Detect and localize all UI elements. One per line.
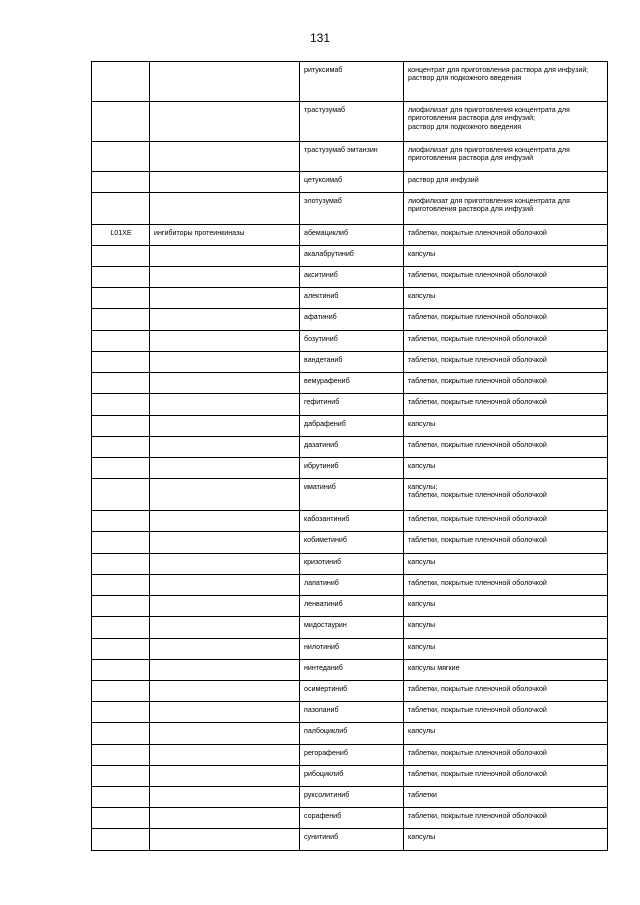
group-cell xyxy=(150,554,300,575)
code-cell xyxy=(92,723,150,745)
group-cell xyxy=(150,596,300,617)
group-cell xyxy=(150,267,300,288)
table-row xyxy=(92,373,608,394)
code-cell xyxy=(92,172,150,193)
drug-name-cell: ритуксимаб xyxy=(300,62,404,102)
drug-name-cell: рибоциклиб xyxy=(300,766,404,787)
dosage-form-cell: капсулы xyxy=(404,617,608,639)
dosage-form-cell: капсулы xyxy=(404,829,608,851)
code-cell xyxy=(92,532,150,554)
group-cell xyxy=(150,639,300,660)
table-row xyxy=(92,352,608,373)
dosage-form-cell: таблетки, покрытые пленочной оболочкой xyxy=(404,394,608,416)
dosage-form-cell: капсулы xyxy=(404,639,608,660)
dosage-form-cell: таблетки xyxy=(404,787,608,808)
table-row xyxy=(92,394,608,416)
table-row xyxy=(92,511,608,532)
table-row xyxy=(92,596,608,617)
code-cell xyxy=(92,102,150,142)
group-cell xyxy=(150,660,300,681)
dosage-form-cell: лиофилизат для приготовления концентрата для приготовления раствора для инфузий xyxy=(404,142,608,172)
code-cell xyxy=(92,702,150,723)
group-cell xyxy=(150,575,300,596)
table-row xyxy=(92,62,608,102)
table-row xyxy=(92,639,608,660)
group-cell xyxy=(150,309,300,331)
dosage-form-cell: капсулы xyxy=(404,288,608,309)
group-cell xyxy=(150,723,300,745)
dosage-form-cell: капсулы xyxy=(404,554,608,575)
drug-name-cell: пазопаниб xyxy=(300,702,404,723)
drug-name-cell: вандетаниб xyxy=(300,352,404,373)
dosage-form-cell: таблетки, покрытые пленочной оболочкой xyxy=(404,373,608,394)
drug-name-cell: сунитиниб xyxy=(300,829,404,851)
drug-name-cell: дабрафениб xyxy=(300,416,404,437)
group-cell xyxy=(150,808,300,829)
table-row xyxy=(92,575,608,596)
dosage-form-cell: таблетки, покрытые пленочной оболочкой xyxy=(404,532,608,554)
group-cell xyxy=(150,787,300,808)
dosage-form-cell: капсулы xyxy=(404,246,608,267)
table-row xyxy=(92,288,608,309)
dosage-form-cell: лиофилизат для приготовления концентрата для приготовления раствора для инфузий xyxy=(404,193,608,225)
table-row xyxy=(92,829,608,851)
code-cell xyxy=(92,288,150,309)
code-cell xyxy=(92,575,150,596)
code-cell xyxy=(92,309,150,331)
drug-name-cell: иматиниб xyxy=(300,479,404,511)
drug-name-cell: сорафениб xyxy=(300,808,404,829)
group-cell xyxy=(150,437,300,458)
dosage-form-cell: таблетки, покрытые пленочной оболочкой xyxy=(404,352,608,373)
code-cell xyxy=(92,766,150,787)
code-cell xyxy=(92,511,150,532)
dosage-form-cell: капсулы; таблетки, покрытые пленочной оболочкой xyxy=(404,479,608,511)
drug-name-cell: дазатиниб xyxy=(300,437,404,458)
table-row xyxy=(92,142,608,172)
drug-name-cell: кобиметиниб xyxy=(300,532,404,554)
code-cell xyxy=(92,681,150,702)
group-cell xyxy=(150,416,300,437)
code-cell xyxy=(92,745,150,766)
drug-name-cell: регорафениб xyxy=(300,745,404,766)
dosage-form-cell: таблетки, покрытые пленочной оболочкой xyxy=(404,681,608,702)
group-cell xyxy=(150,458,300,479)
code-cell xyxy=(92,193,150,225)
code-cell xyxy=(92,808,150,829)
table-row xyxy=(92,437,608,458)
code-cell xyxy=(92,437,150,458)
table-row xyxy=(92,745,608,766)
group-cell xyxy=(150,479,300,511)
dosage-form-cell: капсулы мягкие xyxy=(404,660,608,681)
code-cell xyxy=(92,352,150,373)
group-cell xyxy=(150,617,300,639)
table-row xyxy=(92,267,608,288)
dosage-form-cell: таблетки, покрытые пленочной оболочкой xyxy=(404,437,608,458)
group-cell xyxy=(150,352,300,373)
table-row xyxy=(92,617,608,639)
table-row xyxy=(92,479,608,511)
code-cell xyxy=(92,479,150,511)
group-cell xyxy=(150,62,300,102)
dosage-form-cell: таблетки, покрытые пленочной оболочкой xyxy=(404,225,608,246)
dosage-form-cell: таблетки, покрытые пленочной оболочкой xyxy=(404,331,608,352)
drug-name-cell: кризотиниб xyxy=(300,554,404,575)
table-row xyxy=(92,766,608,787)
drug-name-cell: палбоциклиб xyxy=(300,723,404,745)
table-row xyxy=(92,723,608,745)
code-cell xyxy=(92,373,150,394)
code-cell xyxy=(92,142,150,172)
table-row xyxy=(92,660,608,681)
table-row xyxy=(92,787,608,808)
dosage-form-cell: таблетки, покрытые пленочной оболочкой xyxy=(404,745,608,766)
group-cell xyxy=(150,193,300,225)
drug-name-cell: нилотиниб xyxy=(300,639,404,660)
group-cell xyxy=(150,288,300,309)
group-cell xyxy=(150,702,300,723)
code-cell xyxy=(92,787,150,808)
drug-name-cell: ибрутиниб xyxy=(300,458,404,479)
dosage-form-cell: таблетки, покрытые пленочной оболочкой xyxy=(404,575,608,596)
table-row xyxy=(92,102,608,142)
drug-name-cell: абемациклиб xyxy=(300,225,404,246)
drug-name-cell: лапатиниб xyxy=(300,575,404,596)
group-cell xyxy=(150,102,300,142)
dosage-form-cell: раствор для инфузий xyxy=(404,172,608,193)
drug-name-cell: акситиниб xyxy=(300,267,404,288)
drug-name-cell: нинтеданиб xyxy=(300,660,404,681)
group-cell xyxy=(150,394,300,416)
group-cell xyxy=(150,246,300,267)
drug-name-cell: гефитиниб xyxy=(300,394,404,416)
code-cell xyxy=(92,267,150,288)
dosage-form-cell: капсулы xyxy=(404,723,608,745)
code-cell xyxy=(92,416,150,437)
group-cell xyxy=(150,511,300,532)
drug-name-cell: элотузумаб xyxy=(300,193,404,225)
dosage-form-cell: капсулы xyxy=(404,416,608,437)
table-row xyxy=(92,193,608,225)
code-cell xyxy=(92,458,150,479)
table-row xyxy=(92,416,608,437)
code-cell xyxy=(92,394,150,416)
code-cell xyxy=(92,246,150,267)
table-row xyxy=(92,532,608,554)
code-cell xyxy=(92,660,150,681)
dosage-form-cell: таблетки, покрытые пленочной оболочкой xyxy=(404,702,608,723)
code-cell xyxy=(92,554,150,575)
drug-name-cell: бозутиниб xyxy=(300,331,404,352)
group-cell xyxy=(150,331,300,352)
table-row xyxy=(92,246,608,267)
table-row xyxy=(92,225,608,246)
drug-name-cell: вемурафениб xyxy=(300,373,404,394)
dosage-form-cell: таблетки, покрытые пленочной оболочкой xyxy=(404,267,608,288)
group-cell xyxy=(150,681,300,702)
drug-name-cell: акалабрутиниб xyxy=(300,246,404,267)
dosage-form-cell: концентрат для приготовления раствора для инфузий; раствор для подкожного введения xyxy=(404,62,608,102)
group-cell xyxy=(150,532,300,554)
group-cell xyxy=(150,745,300,766)
drug-name-cell: трастузумаб эмтанзин xyxy=(300,142,404,172)
table-row xyxy=(92,681,608,702)
drug-name-cell: ленватиниб xyxy=(300,596,404,617)
page-number: 131 xyxy=(309,31,331,45)
dosage-form-cell: таблетки, покрытые пленочной оболочкой xyxy=(404,808,608,829)
drug-name-cell: руксолитиниб xyxy=(300,787,404,808)
table-row xyxy=(92,808,608,829)
dosage-form-cell: таблетки, покрытые пленочной оболочкой xyxy=(404,309,608,331)
group-cell xyxy=(150,142,300,172)
group-cell xyxy=(150,766,300,787)
dosage-form-cell: таблетки, покрытые пленочной оболочкой xyxy=(404,511,608,532)
drug-name-cell: кабозантиниб xyxy=(300,511,404,532)
code-cell: L01XE xyxy=(92,225,150,246)
drug-name-cell: цетуксимаб xyxy=(300,172,404,193)
table-body xyxy=(92,62,608,851)
code-cell xyxy=(92,829,150,851)
drug-name-cell: афатиниб xyxy=(300,309,404,331)
dosage-form-cell: капсулы xyxy=(404,596,608,617)
drug-table xyxy=(91,61,608,851)
group-cell xyxy=(150,172,300,193)
code-cell xyxy=(92,62,150,102)
dosage-form-cell: таблетки, покрытые пленочной оболочкой xyxy=(404,766,608,787)
dosage-form-cell: капсулы xyxy=(404,458,608,479)
table-row xyxy=(92,331,608,352)
table-row xyxy=(92,702,608,723)
table-row xyxy=(92,309,608,331)
code-cell xyxy=(92,331,150,352)
table-row xyxy=(92,172,608,193)
table-row xyxy=(92,458,608,479)
table-row xyxy=(92,554,608,575)
drug-name-cell: трастузумаб xyxy=(300,102,404,142)
code-cell xyxy=(92,617,150,639)
group-cell xyxy=(150,373,300,394)
code-cell xyxy=(92,639,150,660)
dosage-form-cell: лиофилизат для приготовления концентрата для приготовления раствора для инфузий; раствор для подкожного введения xyxy=(404,102,608,142)
group-cell: ингибиторы протеинкиназы xyxy=(150,225,300,246)
drug-name-cell: алектиниб xyxy=(300,288,404,309)
drug-name-cell: осимертиниб xyxy=(300,681,404,702)
drug-name-cell: мидостаурин xyxy=(300,617,404,639)
code-cell xyxy=(92,596,150,617)
group-cell xyxy=(150,829,300,851)
